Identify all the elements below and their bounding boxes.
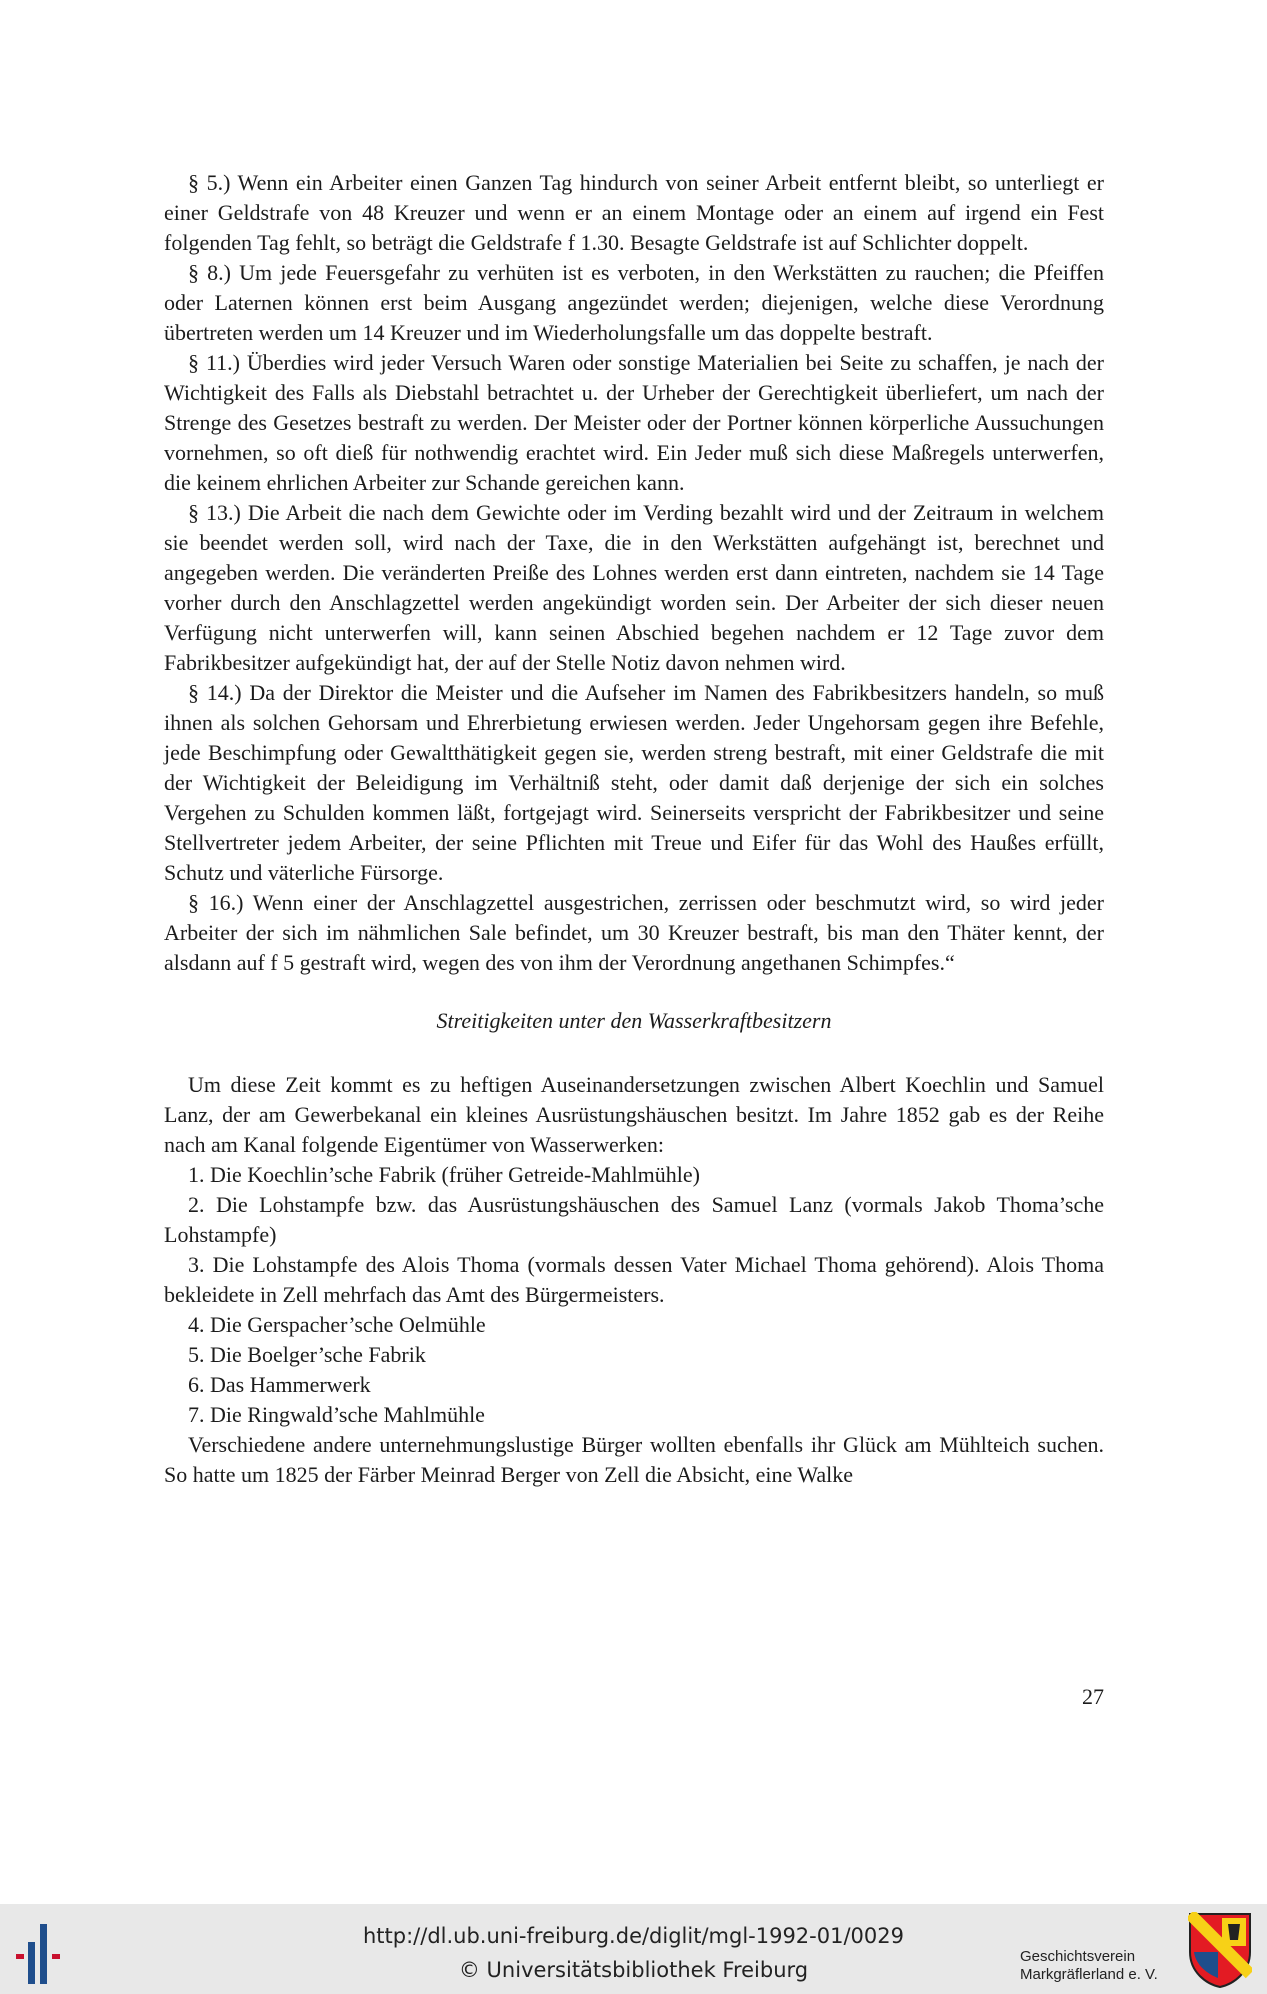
footer-copyright: © Universitätsbibliothek Freiburg [458,1958,809,1982]
paragraph-section-8: § 8.) Um jede Feuersgefahr zu verhüten ist es verboten, in den Werkstätten zu rauchen; die Pfeiffen oder Laternen können erst beim Ausgang angezündet werden; diejenigen, welche diese Verordnung übertreten werden um 14 Kreuzer und im Wiederholungsfalle um das doppelte bestraft. [164,260,1104,345]
intro-paragraph: Um diese Zeit kommt es zu heftigen Auseinandersetzungen zwischen Albert Koechlin und Samuel Lanz, der am Gewerbekanal ein kleines Ausrüstungshäuschen besitzt. Im Jahre 1852 gab es der Reihe nach am Kanal folgende Eigentümer von Wasserwerken: [164,1072,1104,1157]
paragraph-section-13: § 13.) Die Arbeit die nach dem Gewichte oder im Verding bezahlt wird und der Zeitraum in welchem sie beendet werden soll, wird nach der Taxe, die in den Werkstätten aufgehängt ist, berechnet und angegeben werden. Die veränderten Preiße des Lohnes werden erst dann eintreten, nachdem sie 14 Tage vorher durch den Anschlagzettel werden angekündigt worden sein. Der Arbeiter der sich dieser neuen Verfügung nicht unterwerfen will, kann seinen Abschied begehen nachdem er 12 Tage zuvor dem Fabrikbesitzer aufgekündigt hat, der auf der Stelle Notiz davon nehmen wird. [164,500,1104,675]
footer-bar [0,1904,1267,1994]
list-item: 1. Die Koechlin’sche Fabrik (früher Getreide-Mahlmühle) [188,1162,700,1187]
list-item: 2. Die Lohstampfe bzw. das Ausrüstungshäuschen des Samuel Lanz (vormals Jakob Thoma’sche Lohstampfe) [164,1192,1104,1247]
footer-url-link[interactable]: http://dl.ub.uni-freiburg.de/diglit/mgl-1992-01/0029 [362,1924,904,1948]
list-item: 6. Das Hammerwerk [188,1372,371,1397]
paragraph-section-14: § 14.) Da der Direktor die Meister und die Aufseher im Namen des Fabrikbesitzers handeln, so muß ihnen als solchen Gehorsam und Ehrerbietung erwiesen werden. Jeder Ungehorsam gegen ihre Befehle, jede Beschimpfung oder Gewaltthätigkeit gegen sie, werden streng bestraft, mit einer Geldstrafe die mit der Wichtigkeit der Beleidigung im Verhältniß steht, oder damit daß derjenige der sich ein solches Vergehen zu Schulden kommen läßt, fortgejagt wird. Seinerseits verspricht der Fabrikbesitzer und seine Stellvertreter jedem Arbeiter, der seine Pflichten mit Treue und Eifer für das Wohl des Haußes erfüllt, Schutz und väterliche Fürsorge. [164,680,1104,885]
list-item: 4. Die Gerspacher’sche Oelmühle [188,1312,486,1337]
society-name-line2: Markgräflerland e. V. [1020,1966,1158,1983]
page-body [164,168,1104,1490]
paragraph-section-16: § 16.) Wenn einer der Anschlagzettel ausgestrichen, zerrissen oder beschmutzt wird, so wird jeder Arbeiter der sich im nähmlichen Sale befindet, um 30 Kreuzer bestraft, bis man den Thäter kennt, der alsdann auf f 5 gestraft wird, wegen des von ihm der Verordnung angethanen Schimpfes.“ [164,890,1104,975]
society-name-line1: Geschichtsverein [1020,1948,1136,1965]
closing-paragraph: Verschiedene andere unternehmungslustige Bürger wollten ebenfalls ihr Glück am Mühlteich suchen. So hatte um 1825 der Färber Meinrad Berger von Zell die Absicht, eine Walke [164,1432,1104,1487]
paragraph-section-5: § 5.) Wenn ein Arbeiter einen Ganzen Tag hindurch von seiner Arbeit entfernt bleibt, so unterliegt er einer Geldstrafe von 48 Kreuzer und wenn er an einem Montage oder an einem auf irgend ein Fest folgenden Tag fehlt, so beträgt die Geldstrafe f 1.30. Besagte Geldstrafe ist auf Schlichter doppelt. [164,170,1104,255]
list-item: 3. Die Lohstampfe des Alois Thoma (vormals dessen Vater Michael Thoma gehörend). Alois Thoma bekleidete in Zell mehrfach das Amt des Bürgermeisters. [164,1252,1104,1307]
society-name [1020,1948,1158,1984]
paragraph-section-11: § 11.) Überdies wird jeder Versuch Waren oder sonstige Materialien bei Seite zu schaffen, je nach der Wichtigkeit des Falls als Diebstahl betrachtet u. der Urheber der Gerechtigkeit überliefert, um nach der Strenge des Gesetzes bestraft zu werden. Der Meister oder der Portner können körperliche Aussuchungen vornehmen, so oft dieß für nothwendig erachtet wird. Ein Jeder muß sich diese Maßregels unterwerfen, die keinem ehrlichen Arbeiter zur Schande gereichen kann. [164,350,1104,495]
list-item: 7. Die Ringwald’sche Mahlmühle [188,1402,485,1427]
list-item: 5. Die Boelger’sche Fabrik [188,1342,426,1367]
page-number: 27 [1082,1684,1104,1709]
section-heading: Streitigkeiten unter den Wasserkraftbesitzern [436,1008,832,1033]
coat-of-arms-icon [1188,1912,1252,1988]
